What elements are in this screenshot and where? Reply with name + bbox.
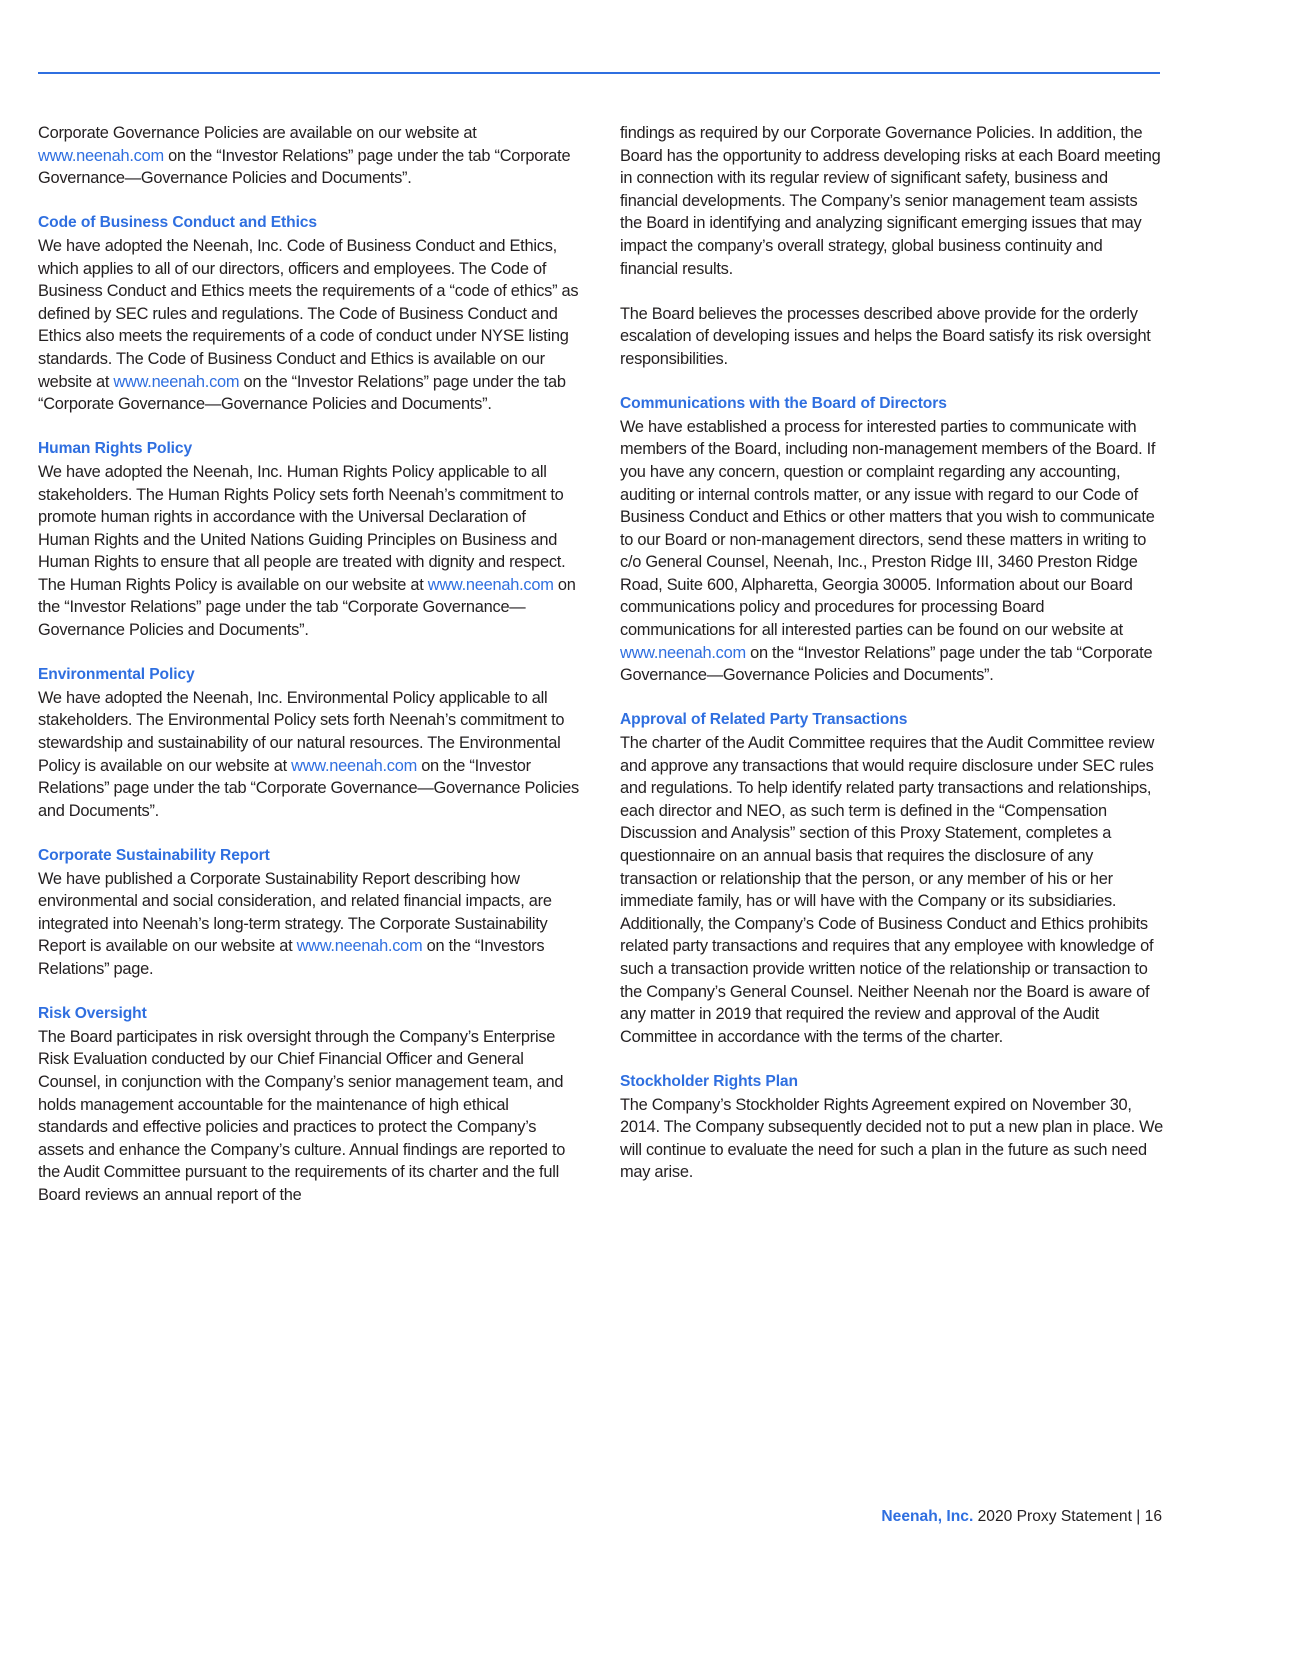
section-paragraph (38, 868, 580, 981)
footer-page-number: 16 (1144, 1508, 1162, 1525)
section-text-before: We have adopted the Neenah, Inc. Environmental Policy applicable to all stakeholders. The Environmental Policy sets forth Neenah’s commitment to stewardship and sustainability of our natural resources. The Environmental Policy is available on our website at (38, 688, 565, 775)
section-paragraph (38, 687, 580, 823)
two-column-body (38, 122, 1163, 1207)
neenah-link[interactable]: www.neenah.com (38, 146, 164, 165)
neenah-link[interactable]: www.neenah.com (296, 937, 423, 956)
section-paragraph: The Company’s Stockholder Rights Agreement expired on November 30, 2014. The Company subsequently decided not to put a new plan in place. We will continue to evaluate the need for such a plan in the future as such need may arise. (620, 1095, 1163, 1182)
section-paragraph: The Board participates in risk oversight through the Company’s Enterprise Risk Evaluation conducted by our Chief Financial Officer and General Counsel, in conjunction with the Company’s senior management team, and holds management accountable for the maintenance of high ethical standards and effective policies and practices to protect the Company’s assets and enhance the Company’s culture. Annual findings are reported to the Audit Committee pursuant to the requirements of its charter and the full Board reviews an annual report of the (38, 1027, 566, 1204)
section-text-before: We have adopted the Neenah, Inc. Human Rights Policy applicable to all stakeholders. The Human Rights Policy sets forth Neenah’s commitment to promote human rights in accordance with the Universal Declaration of Human Rights and the United Nations Guiding Principles on Business and Human Rights to ensure that all people are treated with dignity and respect. The Human Rights Policy is available on our website at (38, 462, 566, 594)
section-heading: Corporate Sustainability Report (38, 847, 270, 864)
section-text-before: We have established a process for interested parties to communicate with members of the Board, including non-management members of the Board. If you have any concern, question or complaint regarding any accounting, auditing or internal controls matter, or any issue with regard to our Code of Business Conduct and Ethics or other matters that you wish to communicate to our Board or non-management directors, send these matters in writing to c/o General Counsel, Neenah, Inc., Preston Ridge III, 3460 Preston Ridge Road, Suite 600, Alpharetta, Georgia 30005. Information about our Board communications policy and procedures for processing Board communications for all interested parties can be found on our website at (620, 417, 1156, 640)
intro-text-before: Corporate Governance Policies are available on our website at (38, 124, 477, 142)
left-column (38, 122, 580, 1207)
section-heading: Risk Oversight (38, 1005, 147, 1023)
intro-paragraph-block (38, 122, 580, 190)
section-text-after: on the “Investor Relations” page under the tab “Corporate Governance—Governance Policies and Documents”. (38, 372, 566, 414)
header-rule (38, 72, 1160, 74)
risk-oversight-continuation-block (620, 122, 1163, 280)
section-text-after: on the “Investor Relations” page under the tab “Corporate Governance—Governance Policies and Documents”. (38, 575, 576, 640)
section-risk-oversight (38, 1003, 580, 1206)
neenah-link[interactable]: www.neenah.com (427, 575, 554, 594)
section-heading: Human Rights Policy (38, 440, 193, 458)
section-heading: Stockholder Rights Plan (620, 1072, 798, 1090)
section-paragraph (38, 235, 580, 416)
neenah-link[interactable]: www.neenah.com (620, 643, 746, 662)
section-paragraph (38, 461, 580, 642)
section-heading: Approval of Related Party Transactions (620, 711, 908, 729)
section-heading: Code of Business Conduct and Ethics (38, 214, 317, 232)
section-text-after: on the “Investors Relations” page. (38, 937, 545, 978)
footer-brand: Neenah, Inc. (881, 1508, 974, 1525)
section-text-after: on the “Investor Relations” page under the tab “Corporate Governance—Governance Policies and Documents”. (38, 756, 579, 820)
section-text-after: on the “Investor Relations” page under the tab “Corporate Governance—Governance Policies and Documents”. (620, 643, 1153, 685)
page-footer (881, 1507, 1162, 1527)
section-code-of-business-conduct (38, 212, 580, 415)
section-heading: Environmental Policy (38, 666, 195, 684)
intro-text-after: on the “Investor Relations” page under the tab “Corporate Governance—Governance Policies and Documents”. (38, 146, 571, 188)
section-paragraph: The charter of the Audit Committee requires that the Audit Committee review and approve any transactions that would require disclosure under SEC rules and regulations. To help identify related party transactions and relationships, each director and NEO, as such term is defined in the “Compensation Discussion and Analysis” section of this Proxy Statement, completes a questionnaire on an annual basis that requires the disclosure of any transaction or relationship that the person, or any member of his or her immediate family, has or will have with the Company or its subsidiaries. Additionally, the Company’s Code of Business Conduct and Ethics prohibits related party transactions and requires that any employee with knowledge of such a transaction provide written notice of the relationship or transaction to the Company’s General Counsel. Neither Neenah nor the Board is aware of any matter in 2019 that required the review and approval of the Audit Committee in accordance with the terms of the charter. (620, 734, 1155, 1046)
board-processes-paragraph: The Board believes the processes described above provide for the orderly escalation of developing issues and helps the Board satisfy its risk oversight responsibilities. (620, 304, 1151, 368)
section-environmental-policy (38, 664, 580, 822)
section-text-before: We have published a Corporate Sustainability Report describing how environmental and social consideration, and related financial impacts, are integrated into Neenah’s long-term strategy. The Corporate Sustainability Report is available on our website at (38, 869, 552, 956)
board-processes-paragraph-block (620, 303, 1163, 371)
risk-oversight-continuation: findings as required by our Corporate Governance Policies. In addition, the Board has the opportunity to address developing risks at each Board meeting in connection with its regular review of significant safety, business and financial developments. The Company’s senior management team assists the Board in identifying and analyzing significant emerging issues that may impact the company’s overall strategy, global business continuity and financial results. (620, 124, 1161, 278)
section-heading: Communications with the Board of Directors (620, 395, 947, 413)
intro-paragraph (38, 122, 580, 190)
section-approval-of-related-party-transactions (620, 709, 1163, 1048)
neenah-link[interactable]: www.neenah.com (113, 372, 240, 391)
section-stockholder-rights-plan (620, 1071, 1163, 1184)
section-communications-with-board (620, 393, 1163, 687)
section-human-rights-policy (38, 438, 580, 641)
neenah-link[interactable]: www.neenah.com (291, 756, 417, 775)
right-column (620, 122, 1163, 1207)
footer-statement: 2020 Proxy Statement (973, 1508, 1137, 1525)
section-text-before: We have adopted the Neenah, Inc. Code of Business Conduct and Ethics, which applies to all of our directors, officers and employees. The Code of Business Conduct and Ethics meets the requirements of a “code of ethics” as defined by SEC rules and regulations. The Code of Business Conduct and Ethics also meets the requirements of a code of conduct under NYSE listing standards. The Code of Business Conduct and Ethics is available on our website at (38, 236, 579, 391)
footer-separator: | (1136, 1508, 1145, 1525)
section-paragraph (620, 416, 1163, 687)
section-corporate-sustainability-report (38, 845, 580, 981)
